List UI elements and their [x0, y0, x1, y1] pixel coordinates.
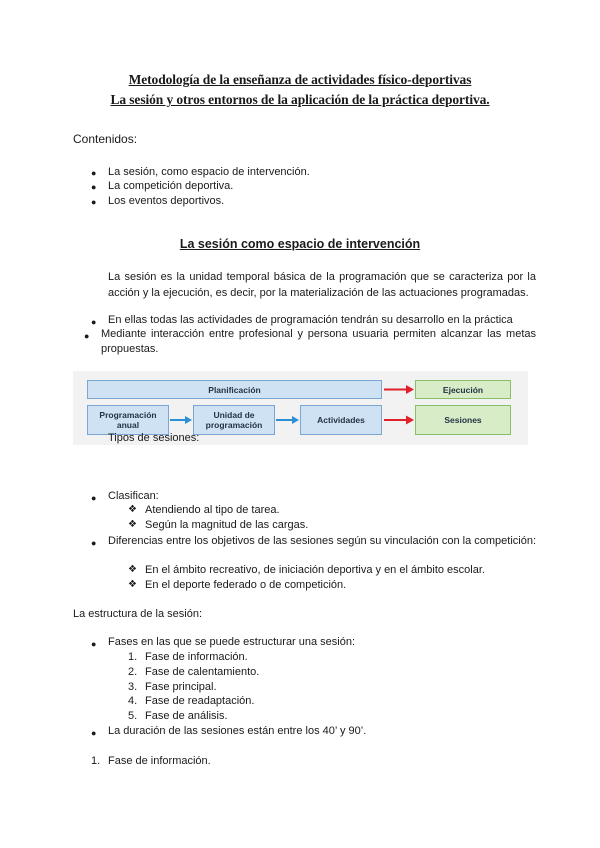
- red-arrow-icon: [384, 385, 414, 394]
- list-item: En el ámbito recreativo, de iniciación deportiva y en el ámbito escolar.: [145, 564, 485, 576]
- list-item: La duración de las sesiones están entre los 40’ y 90’.: [108, 725, 367, 737]
- ejecucion-box: Ejecución: [415, 380, 511, 399]
- list-item: La sesión, como espacio de intervención.: [108, 166, 310, 178]
- bullet-icon: ●: [91, 728, 97, 738]
- list-item: Fase de calentamiento.: [145, 666, 260, 678]
- numbered-marker: 5.: [128, 710, 138, 722]
- planificacion-box: Planificación: [87, 380, 382, 399]
- diamond-bullet-icon: ❖: [128, 564, 137, 575]
- section-heading: La sesión como espacio de intervención: [179, 237, 421, 251]
- list-item: Fases en las que se puede estructurar una sesión:: [108, 636, 356, 648]
- bullet-icon: ●: [91, 639, 97, 649]
- list-item: Según la magnitud de las cargas.: [145, 519, 309, 531]
- bullet-icon: ●: [91, 197, 97, 207]
- numbered-marker: 3.: [128, 681, 138, 693]
- numbered-marker: 2.: [128, 666, 138, 678]
- list-item: Diferencias entre los objetivos de las sesiones según su vinculación con la competición:: [108, 535, 537, 547]
- numbered-marker: 4.: [128, 695, 138, 707]
- list-item: Fase de información.: [108, 755, 211, 767]
- unidad-programacion-box: Unidad de programación: [193, 405, 275, 435]
- estructura-label: La estructura de la sesión:: [73, 608, 203, 620]
- list-item: Fase principal.: [145, 681, 217, 693]
- contenidos-label: Contenidos:: [73, 132, 138, 146]
- document-title-line-1: Metodología de la enseñanza de actividades físico-deportivas: [128, 72, 472, 87]
- bullet-icon: ●: [91, 182, 97, 192]
- list-item: Fase de información.: [145, 651, 248, 663]
- bullet-icon: ●: [91, 168, 97, 178]
- list-item: Atendiendo al tipo de tarea.: [145, 504, 280, 516]
- list-item: Fase de readaptación.: [145, 695, 255, 707]
- document-title-line-2: La sesión y otros entornos de la aplicación de la práctica deportiva.: [110, 92, 490, 107]
- bullet-icon: ●: [91, 493, 97, 503]
- blue-arrow-icon: [276, 416, 299, 424]
- tipos-label: Tipos de sesiones:: [108, 432, 200, 444]
- bullet-icon: ●: [84, 331, 90, 341]
- list-item: En ellas todas las actividades de programación tendrán su desarrollo en la práctica: [108, 314, 513, 326]
- section-paragraph: La sesión es la unidad temporal básica de la programación que se caracteriza por la acción y la ejecución, es decir, por la materialización de las actuaciones programadas.: [108, 271, 536, 299]
- diamond-bullet-icon: ❖: [128, 519, 137, 530]
- list-item: Clasifican:: [108, 490, 159, 502]
- list-item: En el deporte federado o de competición.: [145, 579, 347, 591]
- list-item: Fase de análisis.: [145, 710, 228, 722]
- numbered-marker: 1.: [128, 651, 138, 663]
- blue-arrow-icon: [170, 416, 192, 424]
- list-item: Los eventos deportivos.: [108, 195, 225, 207]
- sesiones-box: Sesiones: [415, 405, 511, 435]
- diamond-bullet-icon: ❖: [128, 504, 137, 515]
- bullet-icon: ●: [91, 317, 97, 327]
- red-arrow-icon: [384, 416, 414, 425]
- numbered-marker: 1.: [91, 755, 101, 767]
- bullet-icon: ●: [91, 538, 97, 548]
- programacion-anual-box: Programación anual: [87, 405, 169, 435]
- actividades-box: Actividades: [300, 405, 382, 435]
- list-item: Mediante interacción entre profesional y persona usuaria permiten alcanzar las metas propuestas.: [101, 328, 536, 355]
- diamond-bullet-icon: ❖: [128, 579, 137, 590]
- list-item: La competición deportiva.: [108, 180, 234, 192]
